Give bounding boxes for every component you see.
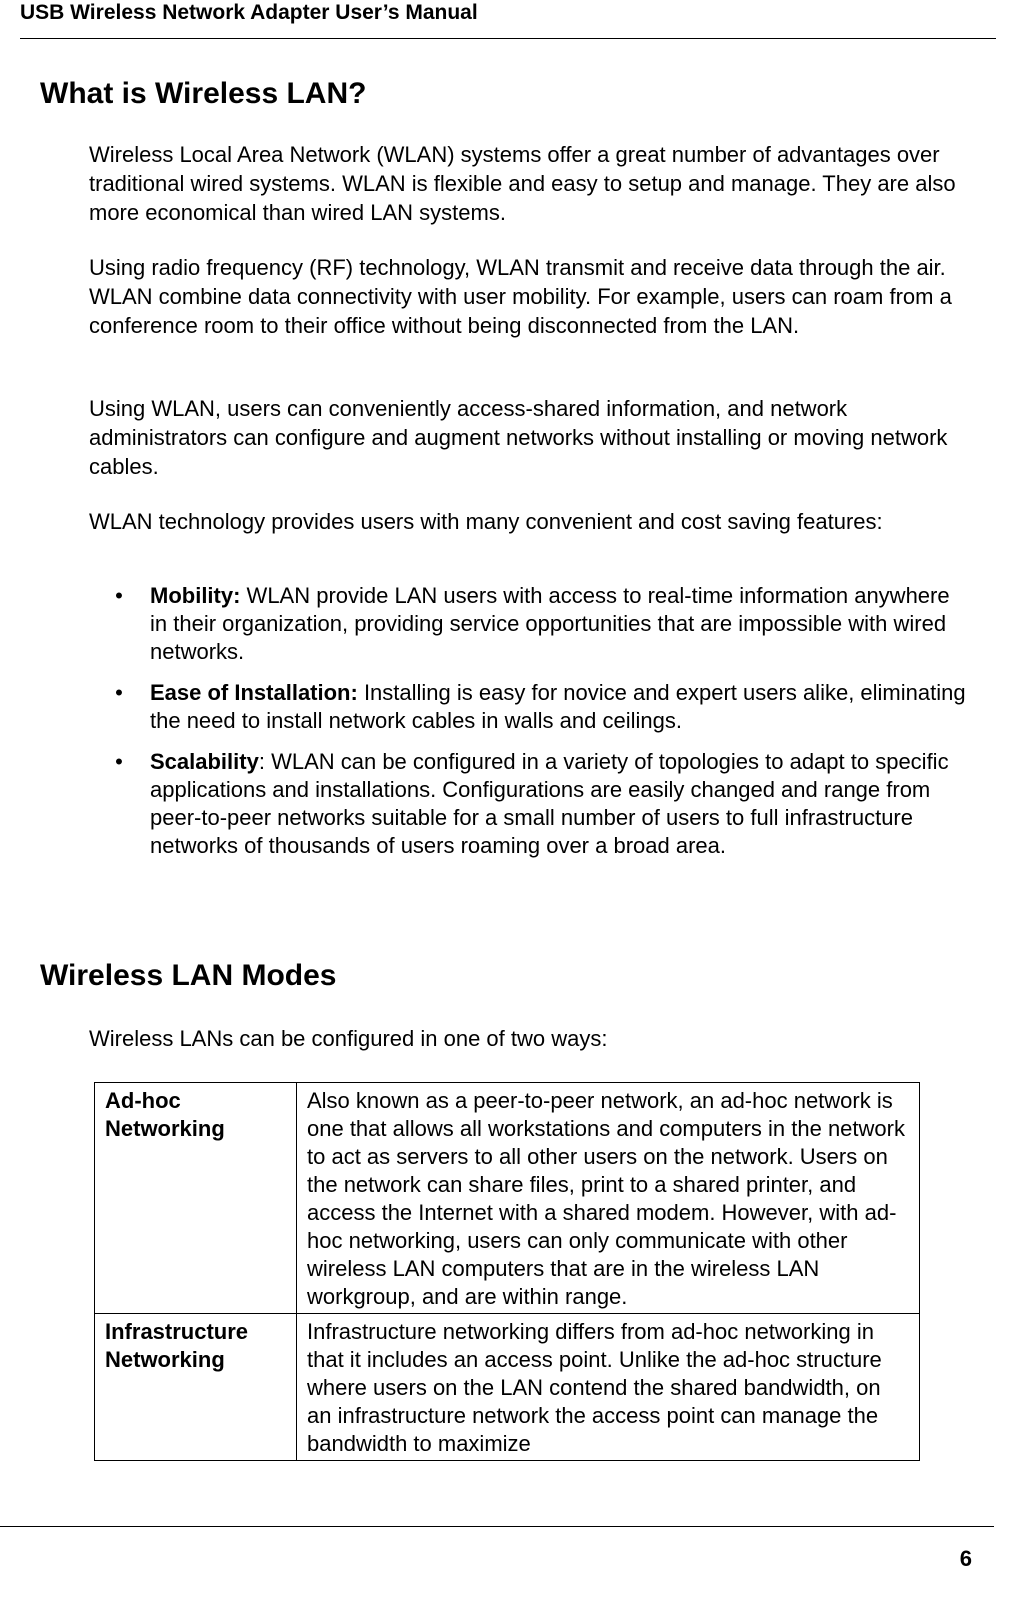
header-divider xyxy=(20,38,996,39)
table-cell-term: Ad-hoc Networking xyxy=(95,1083,297,1314)
paragraph-access: Using WLAN, users can conveniently access-shared information, and network administrators can configure and augment networks without installing or moving network cables. xyxy=(89,396,948,479)
table-cell-term: Infrastructure Networking xyxy=(95,1314,297,1461)
list-item xyxy=(112,748,972,860)
paragraph-rf: Using radio frequency (RF) technology, WLAN transmit and receive data through the air. WLAN combine data connectivity with user mobility. For example, users can roam from a conference room to their office without being disconnected from the LAN. xyxy=(89,255,952,338)
table-row xyxy=(95,1314,920,1461)
bullet-text: : WLAN can be configured in a variety of topologies to adapt to specific applications and installations. Configurations are easily changed and range from peer-to-peer networks suitable for a small number of users to full infrastructure networks of thousands of users roaming over a broad area. xyxy=(150,749,949,858)
bullet-text: WLAN provide LAN users with access to real-time information anywhere in their organization, providing service opportunities that are impossible with wired networks. xyxy=(150,583,950,664)
bullet-icon: • xyxy=(115,680,123,705)
paragraph-intro: Wireless Local Area Network (WLAN) systems offer a great number of advantages over traditional wired systems. WLAN is flexible and easy to setup and manage. They are also more economical than wired LAN systems. xyxy=(89,142,956,225)
table-row xyxy=(95,1083,920,1314)
list-item xyxy=(112,679,972,735)
bullet-icon: • xyxy=(115,583,123,608)
bullet-text: Installing is easy for novice and expert users alike, eliminating the need to install network cables in walls and ceilings. xyxy=(150,680,966,733)
table-cell-description: Infrastructure networking differs from ad-hoc networking in that it includes an access point. Unlike the ad-hoc structure where users on the LAN contend the shared bandwidth, on an infrastructure network the access point can manage the bandwidth to maximize xyxy=(297,1314,920,1461)
feature-list xyxy=(112,582,972,873)
table-cell-description: Also known as a peer-to-peer network, an ad-hoc network is one that allows all workstations and computers in the network to act as servers to all other users on the network. Users on the network can share files, print to a shared printer, and access the Internet with a shared modem. However, with ad-hoc networking, users can only communicate with other wireless LAN computers that are in the wireless LAN workgroup, and are within range. xyxy=(297,1083,920,1314)
section-heading-what-is-wlan: What is Wireless LAN? xyxy=(40,77,367,110)
bullet-term: Ease of Installation: xyxy=(150,680,358,705)
modes-table xyxy=(94,1082,920,1461)
section-heading-wlan-modes: Wireless LAN Modes xyxy=(40,959,337,992)
footer-divider xyxy=(0,1526,994,1527)
header-title: USB Wireless Network Adapter User’s Manual xyxy=(20,1,478,24)
bullet-icon: • xyxy=(115,749,123,774)
list-item xyxy=(112,582,972,666)
bullet-term: Mobility: xyxy=(150,583,241,608)
page-number: 6 xyxy=(959,1546,972,1571)
bullet-term: Scalability xyxy=(150,749,259,774)
paragraph-modes-intro: Wireless LANs can be configured in one of two ways: xyxy=(89,1026,608,1051)
paragraph-features-intro: WLAN technology provides users with many convenient and cost saving features: xyxy=(89,509,883,534)
